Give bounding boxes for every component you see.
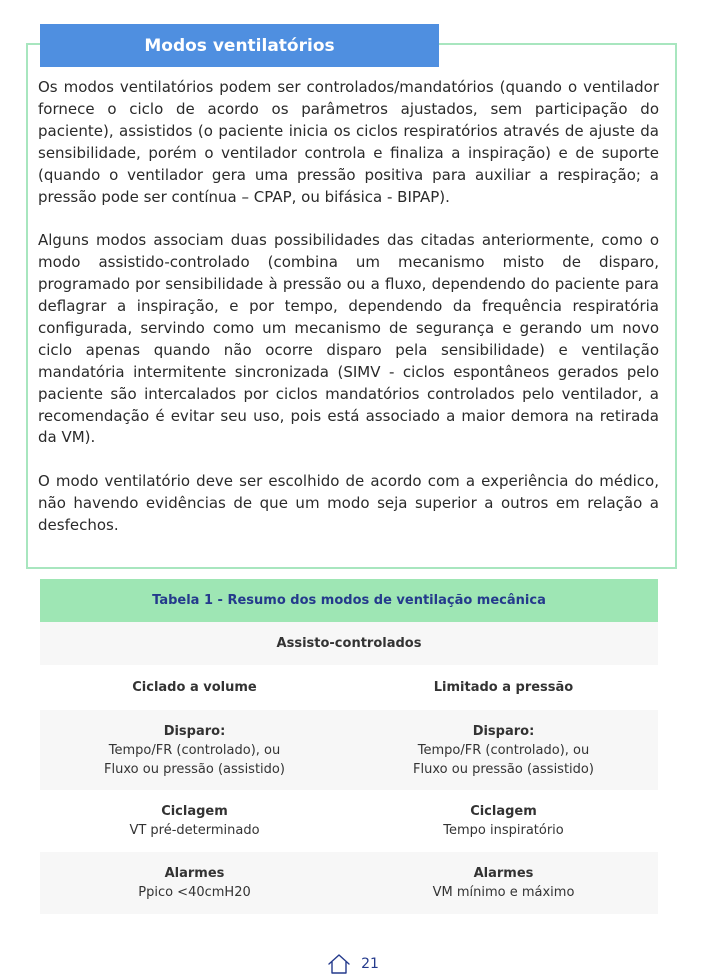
ciclagem-value: Tempo inspiratório bbox=[443, 823, 564, 838]
table-cell bbox=[40, 852, 349, 914]
alarmes-value: Ppico <40cmH20 bbox=[138, 885, 251, 900]
section-title: Modos ventilatórios bbox=[40, 24, 439, 67]
disparo-value: Fluxo ou pressão (assistido) bbox=[104, 761, 285, 777]
table-title: Tabela 1 - Resumo dos modos de ventilação mecânica bbox=[40, 579, 658, 622]
body-text bbox=[38, 77, 659, 537]
page-number: 21 bbox=[361, 956, 379, 972]
paragraph-2: Alguns modos associam duas possibilidades das citadas anteriormente, como o modo assistido-controlado (combina um mecanismo misto de disparo, programado por sensibilidade à pressão ou a fluxo, dependendo do paciente para deflagrar a inspiração, e por tempo, dependendo da frequência respiratória configurada, servindo como um mecanismo de segurança e gerando um novo ciclo apenas quando não ocorre disparo pela sensibilidade) e ventilação mandatória intermitente sincronizada (SIMV - ciclos espontâneos gerados pelo paciente são intercalados por ciclos mandatórios controlados pelo ventilador, a recomendação é evitar seu uso, pois está associado a maior demora na retirada da VM). bbox=[38, 231, 659, 447]
table-row bbox=[40, 852, 658, 914]
table-cell bbox=[349, 790, 658, 852]
alarmes-label: Alarmes bbox=[473, 866, 534, 881]
table-cell bbox=[349, 852, 658, 914]
group-header: Assisto-controlados bbox=[276, 636, 422, 651]
table-row bbox=[40, 665, 658, 710]
table-row bbox=[40, 622, 658, 665]
ciclagem-label: Ciclagem bbox=[161, 804, 228, 819]
alarmes-label: Alarmes bbox=[164, 866, 225, 881]
alarmes-value: VM mínimo e máximo bbox=[432, 885, 575, 900]
table-cell bbox=[40, 710, 349, 790]
ciclagem-value: VT pré-determinado bbox=[129, 823, 260, 838]
paragraph-3: O modo ventilatório deve ser escolhido de acordo com a experiência do médico, não havendo evidências de que um modo seja superior a outros em relação a desfechos. bbox=[38, 472, 659, 535]
disparo-value: Tempo/FR (controlado), ou bbox=[108, 742, 281, 758]
paragraph-1: Os modos ventilatórios podem ser controlados/mandatórios (quando o ventilador fornece o ciclo de acordo os parâmetros ajustados, sem participação do paciente), assistidos (o paciente inicia os ciclos respiratórios através de ajuste da sensibilidade, porém o ventilador controla e finaliza a inspiração) e de suporte (quando o ventilador gera uma pressão positiva para auxiliar a respiração; a pressão pode ser contínua – CPAP, ou bifásica - BIPAP). bbox=[38, 78, 659, 206]
disparo-value: Tempo/FR (controlado), ou bbox=[417, 742, 590, 758]
ventilation-modes-table bbox=[40, 579, 658, 914]
disparo-label: Disparo: bbox=[472, 723, 535, 739]
disparo-value: Fluxo ou pressão (assistido) bbox=[413, 761, 594, 777]
home-icon[interactable] bbox=[327, 952, 351, 976]
ciclagem-label: Ciclagem bbox=[470, 804, 537, 819]
column-header-pressure: Limitado a pressão bbox=[433, 680, 574, 695]
table-row bbox=[40, 790, 658, 852]
table-cell bbox=[40, 790, 349, 852]
table-cell bbox=[349, 710, 658, 790]
column-header-volume: Ciclado a volume bbox=[132, 680, 257, 695]
page-footer bbox=[0, 950, 706, 978]
disparo-label: Disparo: bbox=[163, 723, 226, 739]
table-row bbox=[40, 710, 658, 790]
